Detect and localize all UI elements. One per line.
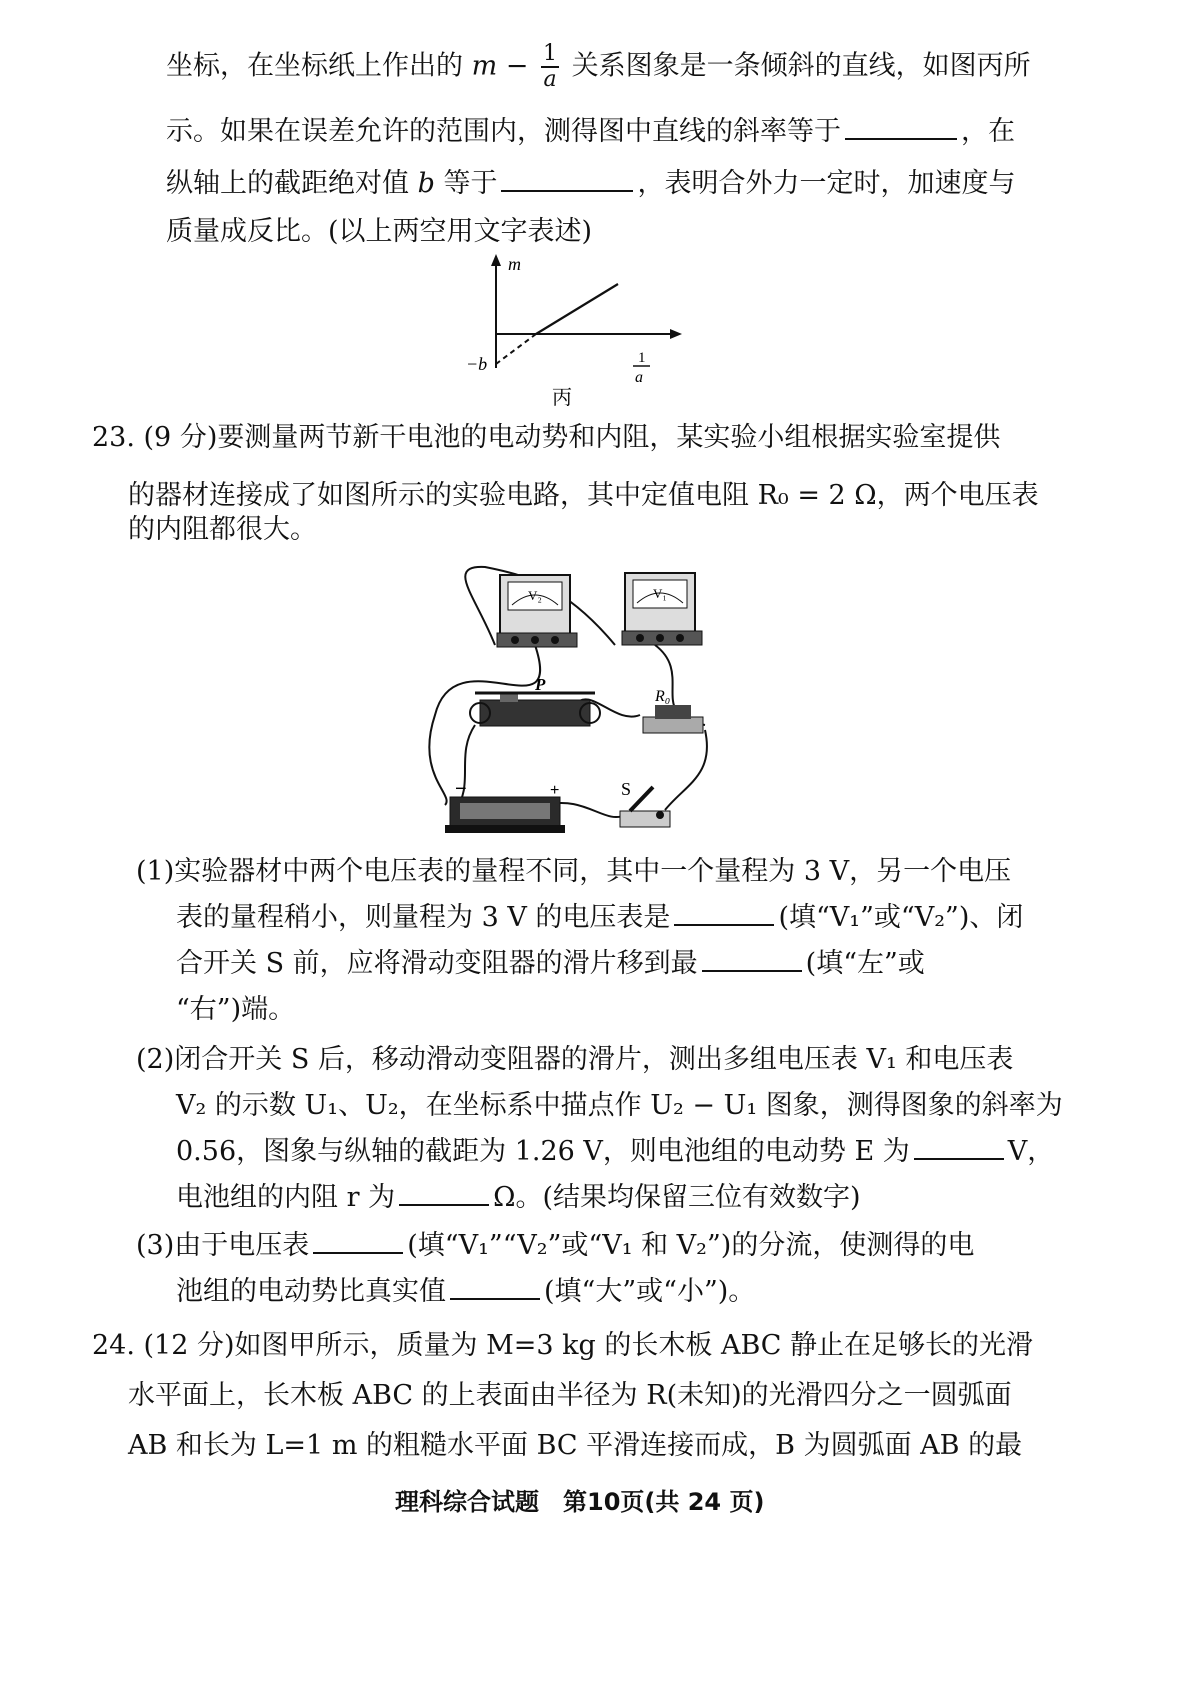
minus-sign: − [505,50,529,82]
voltmeter-v2-label: V₂ [528,588,542,603]
answer-blank[interactable] [845,112,957,140]
figure-caption: 丙 [552,385,572,409]
q23-p3-line-2 [176,1272,755,1312]
voltmeter-v1 [622,573,702,645]
battery-positive-label: + [550,782,560,799]
battery-negative-label: − [455,778,467,800]
answer-blank[interactable] [501,164,633,192]
text: Ω。(结果均保留三位有效数字) [493,1182,861,1213]
intro-text: 示。如果在误差允许的范围内，测得图中直线的斜率等于 [166,116,841,147]
q24-line-3: AB 和长为 L=1 m 的粗糙水平面 BC 平滑连接而成，B 为圆弧面 AB 的最 [128,1430,1023,1461]
variable-m: m [471,50,498,82]
intro-text: ，在 [961,116,1015,147]
text: 池组的电动势比真实值 [176,1276,446,1307]
q23-line-3: 的内阻都很大。 [128,514,317,545]
variable-b: b [417,168,435,199]
q23-p1-line-1: (1)实验器材中两个电压表的量程不同，其中一个量程为 3 V，另一个电压 [136,856,1012,887]
intro-text: 等于 [443,168,498,199]
text: (填“大”或“小”)。 [544,1276,756,1307]
x-axis-arrow [670,329,682,339]
q23-p2-line-3 [176,1132,1054,1172]
x-axis-label-numerator: 1 [638,350,646,366]
intercept-label: −b [466,354,488,374]
text: (3)由于电压表 [136,1230,310,1261]
answer-blank[interactable] [674,898,774,926]
q24-line-1: 24. (12 分)如图甲所示，质量为 M=3 kg 的长木板 ABC 静止在足够长的光滑 [92,1330,1034,1361]
q23-p1-line-4: “右”)端。 [176,994,296,1025]
graph-bing [460,250,690,410]
y-axis-arrow [491,254,501,266]
intro-text: ，表明合外力一定时，加速度与 [637,168,1016,199]
q23-line-2: 的器材连接成了如图所示的实验电路，其中定值电阻 R₀ = 2 Ω，两个电压表 [128,480,1039,511]
answer-blank[interactable] [399,1178,489,1206]
switch-s [620,779,670,827]
answer-blank[interactable] [313,1226,403,1254]
intro-text: 关系图象是一条倾斜的直线，如图丙所 [571,50,1031,82]
fraction-one-over-a [541,42,559,92]
text: (填“左”或 [805,948,925,979]
answer-blank[interactable] [914,1132,1004,1160]
intro-line-3 [166,164,1015,204]
answer-blank[interactable] [702,944,802,972]
q23-p2-line-4 [176,1178,861,1218]
slider-p-label: P [535,675,546,694]
text: (填“V₁”“V₂”或“V₁ 和 V₂”)的分流，使测得的电 [407,1230,975,1261]
circuit-diagram [415,555,735,845]
answer-blank[interactable] [450,1272,540,1300]
intro-text: 纵轴上的截距绝对值 [166,168,409,199]
text: 0.56，图象与纵轴的截距为 1.26 V，则电池组的电动势 E 为 [176,1136,910,1167]
text: 表的量程稍小，则量程为 3 V 的电压表是 [176,902,671,933]
q23-p3-line-1 [136,1226,974,1266]
text: 合开关 S 前，应将滑动变阻器的滑片移到最 [176,948,698,979]
intro-text: 坐标，在坐标纸上作出的 [166,50,463,82]
intro-line-1 [166,42,1031,92]
text: 电池组的内阻 r 为 [176,1182,396,1213]
q23-p1-line-3 [176,944,925,984]
y-axis-label: m [508,254,521,274]
q23-p2-line-1: (2)闭合开关 S 后，移动滑动变阻器的滑片，测出多组电压表 V₁ 和电压表 [136,1044,1014,1075]
q24-line-2: 水平面上，长木板 ABC 的上表面由半径为 R(未知)的光滑四分之一圆弧面 [128,1380,1012,1411]
fraction-denominator: a [543,67,557,92]
x-axis-label-denominator: a [635,369,643,386]
wire [665,730,707,810]
page-footer: 理科综合试题 第10页(共 24 页) [395,1488,765,1516]
dashed-extension [496,334,536,364]
r0-label: R₀ [655,688,671,705]
switch-label: S [621,779,632,799]
q23-line-1: 23. (9 分)要测量两节新干电池的电动势和内阻，某实验小组根据实验室提供 [92,422,1001,453]
intro-line-4: 质量成反比。(以上两空用文字表述) [166,216,593,247]
battery-pack [445,778,565,833]
fraction-numerator: 1 [543,41,558,66]
voltmeter-v2 [497,575,577,647]
data-line [536,284,618,334]
text: (填“V₁”或“V₂”)、闭 [778,902,1024,933]
voltmeter-v1-label: V₁ [653,586,667,601]
q23-p2-line-2: V₂ 的示数 U₁、U₂，在坐标系中描点作 U₂ − U₁ 图象，测得图象的斜率为 [176,1090,1063,1121]
q23-p1-line-2 [176,898,1023,938]
intro-line-2 [166,112,1015,152]
text: V， [1007,1136,1055,1167]
